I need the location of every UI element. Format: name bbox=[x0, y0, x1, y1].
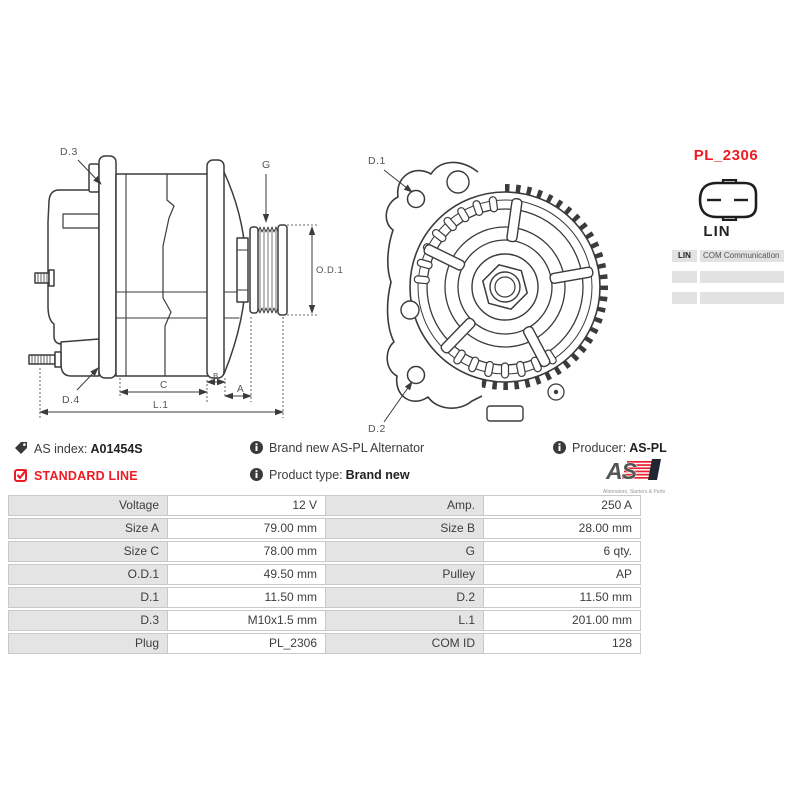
plug-connection-table bbox=[672, 250, 784, 313]
bottom-foot bbox=[487, 406, 523, 421]
spec-label: Amp. bbox=[326, 495, 484, 516]
alternator-body bbox=[116, 174, 208, 376]
checkbox-check-icon bbox=[14, 468, 28, 482]
spec-value: 79.00 mm bbox=[168, 518, 326, 539]
spec-value: 6 qty. bbox=[484, 541, 641, 562]
spec-value: 201.00 mm bbox=[484, 610, 641, 631]
connection-pin: LIN bbox=[672, 250, 697, 262]
spec-label: Size A bbox=[8, 518, 168, 539]
spec-label: COM ID bbox=[326, 633, 484, 654]
logo-caption: Alternators, Starters & Parts bbox=[602, 489, 666, 495]
product-type-label: Product type: bbox=[269, 468, 343, 482]
spec-value: PL_2306 bbox=[168, 633, 326, 654]
brand-info bbox=[250, 441, 427, 457]
product-type bbox=[250, 468, 410, 484]
spec-value: M10x1.5 mm bbox=[168, 610, 326, 631]
rear-housing bbox=[48, 190, 99, 344]
spec-label: D.1 bbox=[8, 587, 168, 608]
spec-value: 128 bbox=[484, 633, 641, 654]
spec-label: D.2 bbox=[326, 587, 484, 608]
spec-label: L.1 bbox=[326, 610, 484, 631]
plug-code: PL_2306 bbox=[693, 147, 759, 164]
plug-connector-icon bbox=[696, 179, 760, 221]
standard-line bbox=[14, 468, 138, 484]
lower-stud bbox=[29, 352, 61, 367]
connection-function: COM Communication bbox=[700, 250, 784, 262]
spec-value: 250 A bbox=[484, 495, 641, 516]
spec-label: G bbox=[326, 541, 484, 562]
dim-label-d4: D.4 bbox=[62, 394, 80, 406]
front-bracket bbox=[207, 160, 224, 378]
connection-row bbox=[672, 250, 784, 262]
as-index-label: AS index: bbox=[34, 442, 88, 456]
dim-label-d2: D.2 bbox=[368, 423, 386, 435]
brand-text: Brand new AS-PL Alternator bbox=[269, 441, 425, 455]
upper-mount-ear bbox=[89, 164, 99, 192]
spec-label: Pulley bbox=[326, 564, 484, 585]
dim-label-od1: O.D.1 bbox=[316, 265, 344, 276]
spec-label: O.D.1 bbox=[8, 564, 168, 585]
side-view-drawing bbox=[15, 130, 345, 440]
pulley bbox=[250, 225, 287, 315]
dim-label-d1: D.1 bbox=[368, 155, 386, 167]
tag-icon bbox=[14, 441, 28, 455]
producer-label: Producer: bbox=[572, 441, 627, 455]
lower-mount-ear bbox=[61, 339, 99, 376]
plug-name: LIN bbox=[703, 223, 731, 240]
producer-value: AS-PL bbox=[629, 441, 667, 455]
shaft bbox=[237, 238, 248, 302]
dim-label-d3: D.3 bbox=[60, 146, 78, 158]
spec-value: 49.50 mm bbox=[168, 564, 326, 585]
spec-label: Size B bbox=[326, 518, 484, 539]
dim-label-l1: L.1 bbox=[153, 400, 169, 411]
dim-label-b: B bbox=[213, 372, 219, 381]
spec-value: 28.00 mm bbox=[484, 518, 641, 539]
info-icon bbox=[250, 441, 263, 454]
terminal-stud bbox=[35, 270, 54, 286]
as-pl-logo-icon bbox=[605, 458, 663, 484]
dim-label-g: G bbox=[262, 159, 271, 171]
spec-label: Size C bbox=[8, 541, 168, 562]
spec-value: AP bbox=[484, 564, 641, 585]
info-icon bbox=[250, 468, 263, 481]
connection-row-empty bbox=[672, 292, 784, 304]
as-pl-logo bbox=[596, 458, 672, 495]
spec-value: 78.00 mm bbox=[168, 541, 326, 562]
spec-label: D.3 bbox=[8, 610, 168, 631]
as-index bbox=[14, 441, 143, 457]
spec-label: Plug bbox=[8, 633, 168, 654]
spec-label: Voltage bbox=[8, 495, 168, 516]
dim-label-a: A bbox=[237, 384, 245, 395]
svg-text:AS: AS bbox=[606, 458, 636, 484]
info-icon bbox=[553, 441, 566, 454]
connection-row-empty bbox=[672, 271, 784, 283]
as-index-value: A01454S bbox=[90, 442, 143, 456]
mount-hole-d1 bbox=[408, 191, 425, 208]
mount-hole-d2 bbox=[408, 367, 425, 384]
producer bbox=[553, 441, 667, 457]
product-type-value: Brand new bbox=[345, 468, 410, 482]
mount-plate bbox=[99, 156, 116, 378]
front-view-drawing bbox=[360, 140, 630, 440]
standard-line-label: STANDARD LINE bbox=[34, 469, 138, 483]
spec-value: 11.50 mm bbox=[168, 587, 326, 608]
spec-value: 12 V bbox=[168, 495, 326, 516]
dim-label-c: C bbox=[160, 380, 168, 391]
specs-table bbox=[8, 495, 641, 654]
spec-value: 11.50 mm bbox=[484, 587, 641, 608]
